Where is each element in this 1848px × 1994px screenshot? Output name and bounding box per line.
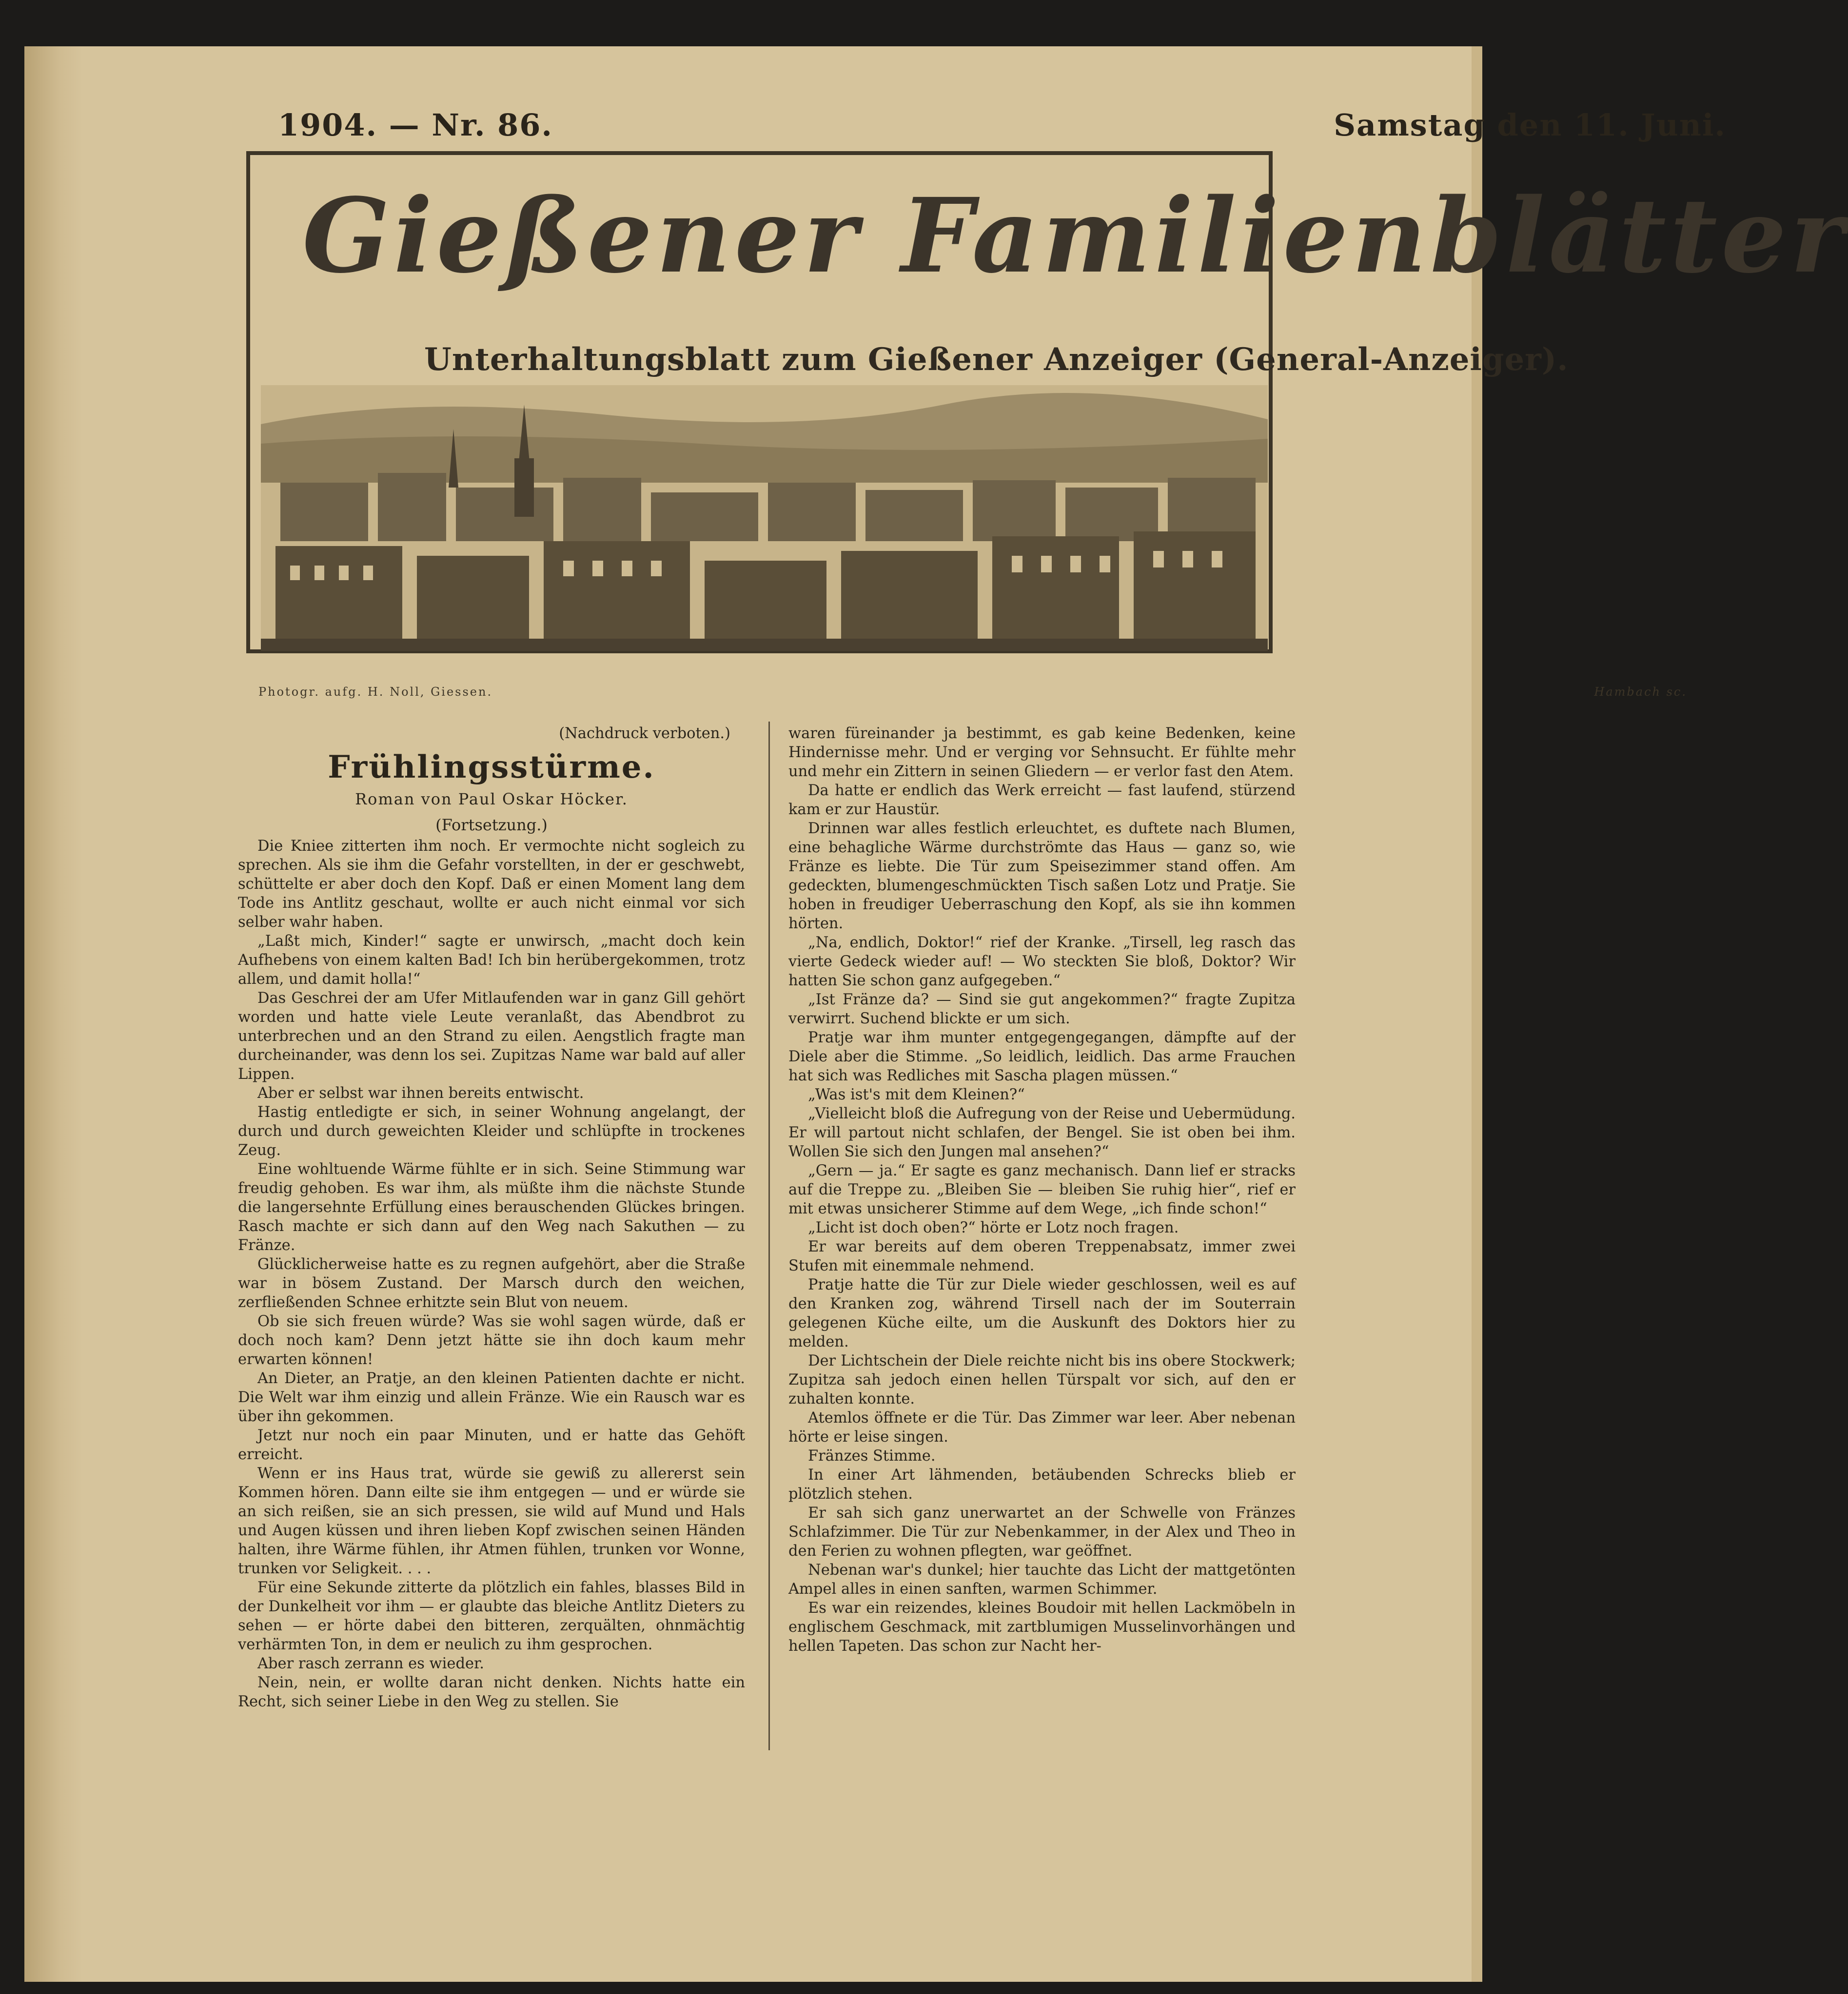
paragraph: „Gern — ja.“ Er sagte es ganz mechanisch. Dann lief er stracks auf die Treppe zu. „Bleiben Sie — bleiben Sie ruhig hier“, rief er mit etwas unsicherer Stimme auf dem Wege, „ich finde schon!“ xyxy=(788,1162,1296,1217)
page-fold-shadow xyxy=(24,46,83,1982)
paragraph: Jetzt nur noch ein paar Minuten, und er hatte das Gehöft erreicht. xyxy=(238,1427,745,1463)
reprint-note: (Nachdruck verboten.) xyxy=(559,725,730,742)
paragraph: Er war bereits auf dem oberen Treppenabsatz, immer zwei Stufen mit einemmale nehmend. xyxy=(788,1238,1296,1274)
paragraph: „Ist Fränze da? — Sind sie gut angekommen?“ fragte Zupitza verwirrt. Suchend blickte er um sich. xyxy=(788,991,1296,1027)
paragraph: „Vielleicht bloß die Aufregung von der Reise und Uebermüdung. Er will partout nicht schlafen, der Bengel. Sie ist oben bei ihm. Wollen Sie sich den Jungen mal ansehen?“ xyxy=(788,1105,1296,1160)
paragraph: Es war ein reizendes, kleines Boudoir mit hellen Lackmöbeln in englischem Geschmack, mit zartblumigen Musselinvorhängen und hellen Tapeten. Das schon zur Nacht her- xyxy=(788,1600,1296,1655)
paragraph: Er sah sich ganz unerwartet an der Schwelle von Fränzes Schlafzimmer. Die Tür zur Nebenkammer, in der Alex und Theo in den Ferien zu wohnen pflegten, war geöffnet. xyxy=(788,1505,1296,1560)
paragraph: Glücklicherweise hatte es zu regnen aufgehört, aber die Straße war in bösem Zustand. Der Marsch durch den weichen, zerfließenden Schnee erhitzte sein Blut von neuem. xyxy=(238,1256,745,1311)
paragraph: Das Geschrei der am Ufer Mitlaufenden war in ganz Gill gehört worden und hatte viele Leute veranlaßt, das Abendbrot zu unterbrechen und an den Strand zu eilen. Aengstlich fragte man durcheinander, was denn los sei. Zupitzas Name war bald auf aller Lippen. xyxy=(238,990,745,1083)
masthead-subtitle: Unterhaltungsblatt zum Gießener Anzeiger (General-Anzeiger). xyxy=(424,341,1569,378)
paragraph: Drinnen war alles festlich erleuchtet, es duftete nach Blumen, eine behagliche Wärme durchströmte das Haus — ganz so, wie Fränze es liebte. Die Tür zum Speisezimmer stand offen. Am gedeckten, blumengeschmückten Tisch saßen Lotz und Pratje. Sie hoben in freudiger Ueberraschung den Kopf, als sie ihn kommen hörten. xyxy=(788,820,1296,932)
story-byline: Roman von Paul Oskar Höcker. xyxy=(355,790,628,808)
story-title: Frühlingsstürme. xyxy=(328,749,655,785)
paragraph: Pratje war ihm munter entgegengegangen, dämpfte auf der Diele aber die Stimme. „So leidlich, leidlich. Das arme Frauchen hat sich was Redliches mit Sascha plagen müssen.“ xyxy=(788,1029,1296,1084)
issue-number: 1904. — Nr. 86. xyxy=(278,107,553,143)
paragraph: „Licht ist doch oben?“ hörte er Lotz noch fragen. xyxy=(808,1219,1179,1236)
paragraph: Da hatte er endlich das Werk erreicht — fast laufend, stürzend kam er zur Haustür. xyxy=(788,782,1296,818)
paragraph: Aber er selbst war ihnen bereits entwischt. xyxy=(257,1085,584,1102)
paragraph: Eine wohltuende Wärme fühlte er in sich. Seine Stimmung war freudig gehoben. Es war ihm, als müßte ihm die nächste Stunde die langersehnte Erfüllung eines berauschenden Glückes bringen. Rasch machte er sich dann auf den Weg nach Sakuthen — zu Fränze. xyxy=(238,1161,745,1254)
engraver-credit: Hambach sc. xyxy=(1594,685,1687,699)
paragraph: Ob sie sich freuen würde? Was sie wohl sagen würde, daß er doch noch kam? Denn jetzt hätte sie ihn doch kaum mehr erwarten können! xyxy=(238,1313,745,1368)
paragraph: waren füreinander ja bestimmt, es gab keine Bedenken, keine Hindernisse mehr. Und er verging vor Sehnsucht. Er fühlte mehr und mehr ein Zittern in seinen Gliedern — er verlor fast den Atem. xyxy=(788,725,1296,780)
article-column-right xyxy=(788,724,1296,1656)
paragraph: Pratje hatte die Tür zur Diele wieder geschlossen, weil es auf den Kranken zog, während Tirsell nach der im Souterrain gelegenen Küche eilte, um die Auskunft des Doktors hier zu melden. xyxy=(788,1276,1296,1350)
paragraph: „Was ist's mit dem Kleinen?“ xyxy=(808,1086,1025,1103)
paragraph: „Laßt mich, Kinder!“ sagte er unwirsch, „macht doch kein Aufhebens von einem kalten Bad! Ich bin herübergekommen, trotz allem, und damit holla!“ xyxy=(238,933,745,988)
paragraph: In einer Art lähmenden, betäubenden Schrecks blieb er plötzlich stehen. xyxy=(788,1466,1296,1503)
paragraph: Atemlos öffnete er die Tür. Das Zimmer war leer. Aber nebenan hörte er leise singen. xyxy=(788,1409,1296,1446)
paragraph: Wenn er ins Haus trat, würde sie gewiß zu allererst sein Kommen hören. Dann eilte sie ihm entgegen — und er würde sie an sich reißen, sie an sich pressen, sie wild auf Mund und Hals und Augen küssen und ihren lieben Kopf zwischen seinen Händen halten, ihre Wärme fühlen, ihr Atmen fühlen, trunken vor Wonne, trunken vor Seligkeit. . . . xyxy=(238,1465,745,1577)
paragraph: Nebenan war's dunkel; hier tauchte das Licht der mattgetönten Ampel alles in einen sanften, warmen Schimmer. xyxy=(788,1562,1296,1598)
issue-date: Samstag den 11. Juni. xyxy=(1334,107,1726,143)
photo-credit: Photogr. aufg. H. Noll, Giessen. xyxy=(258,685,493,699)
paragraph: „Na, endlich, Doktor!“ rief der Kranke. „Tirsell, leg rasch das vierte Gedeck wieder auf! — Wo steckten Sie bloß, Doktor? Wir hatten Sie schon ganz aufgegeben.“ xyxy=(788,934,1296,989)
paragraph: Die Kniee zitterten ihm noch. Er vermochte nicht sogleich zu sprechen. Als sie ihm die Gefahr vorstellten, in der er geschwebt, schüttelte er aber doch den Kopf. Daß er einen Moment lang dem Tode ins Antlitz geschaut, wollte er auch nicht einmal vor sich selber wahr haben. xyxy=(238,838,745,931)
paragraph: Nein, nein, er wollte daran nicht denken. Nichts hatte ein Recht, sich seiner Liebe in den Weg zu stellen. Sie xyxy=(238,1674,745,1710)
paragraph: Für eine Sekunde zitterte da plötzlich ein fahles, blasses Bild in der Dunkelheit vor ihm — er glaubte das bleiche Antlitz Dieters zu sehen — er hörte dabei den bitteren, zerquälten, ohnmächtig verhärmten Ton, in dem er neulich zu ihm gesprochen. xyxy=(238,1579,745,1653)
paragraph: Aber rasch zerrann es wieder. xyxy=(257,1655,484,1672)
townscape-engraving xyxy=(261,385,1268,651)
paragraph: An Dieter, an Pratje, an den kleinen Patienten dachte er nicht. Die Welt war ihm einzig und allein Fränze. Wie ein Rausch war es über ihn gekommen. xyxy=(238,1370,745,1425)
column-divider xyxy=(768,722,770,1750)
paragraph: Hastig entledigte er sich, in seiner Wohnung angelangt, der durch und durch geweichten Kleider und schlüpfte in trockenes Zeug. xyxy=(238,1104,745,1159)
article-column-left xyxy=(238,724,745,1711)
paragraph: Fränzes Stimme. xyxy=(808,1447,936,1465)
continuation-note: (Fortsetzung.) xyxy=(435,816,548,834)
paragraph: Der Lichtschein der Diele reichte nicht bis ins obere Stockwerk; Zupitza sah jedoch einen hellen Türspalt vor sich, auf den er zuhalten konnte. xyxy=(788,1352,1296,1408)
masthead-title: Gießener Familienblätter xyxy=(302,176,1848,296)
